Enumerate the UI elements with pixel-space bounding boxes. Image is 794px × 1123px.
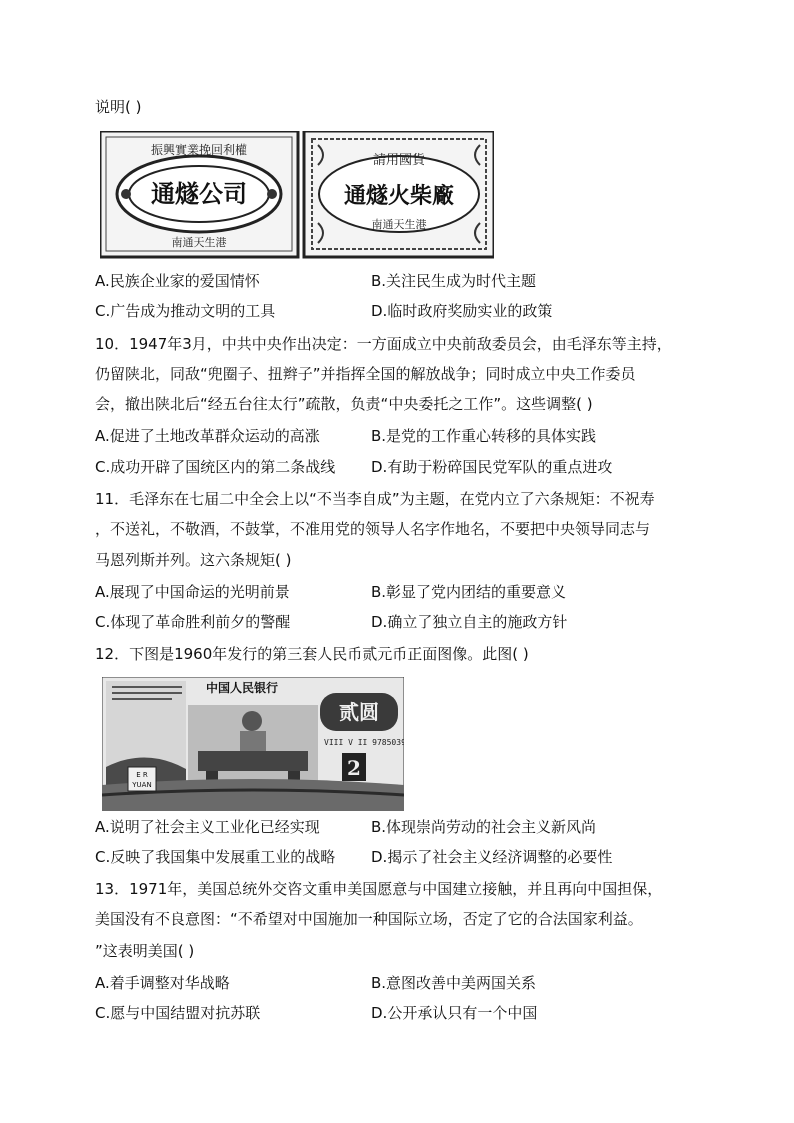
right-label-center-text: 通燧火柴廠 xyxy=(343,183,455,209)
q12-stem-line-1: 12．下图是1960年发行的第三套人民币贰元币正面图像。此图( ) xyxy=(95,645,529,663)
q13-stem-line-3: ”这表明美国( ) xyxy=(95,942,195,960)
q12-option-a[interactable]: A.说明了社会主义工业化已经实现 xyxy=(95,818,320,836)
q11-stem-line-3: 马恩列斯并列。这六条规矩( ) xyxy=(95,551,292,569)
banknote-bank-name: 中国人民银行 xyxy=(206,681,279,695)
matchbox-label-right xyxy=(304,131,494,257)
q13-stem-line-1: 13．1971年，美国总统外交咨文重申美国愿意与中国建立接触，并且再向中国担保， xyxy=(95,880,663,898)
q12-option-d[interactable]: D.揭示了社会主义经济调整的必要性 xyxy=(371,848,613,866)
q9-stem-tail: 说明( ) xyxy=(95,98,142,116)
q12-option-c[interactable]: C.反映了我国集中发展重工业的战略 xyxy=(95,848,336,866)
q13-option-c[interactable]: C.愿与中国结盟对抗苏联 xyxy=(95,1004,261,1022)
matchbox-labels-image xyxy=(100,131,494,259)
right-label-top-text: 請用國貨 xyxy=(372,153,426,168)
q11-stem-line-1: 11．毛泽东在七届二中全会上以“不当李自成”为主题，在党内立了六条规矩：不祝寿 xyxy=(95,490,655,508)
q10-option-b[interactable]: B.是党的工作重心转移的具体实践 xyxy=(371,427,597,445)
q10-stem-line-1: 10．1947年3月，中共中央作出决定：一方面成立中央前敌委员会，由毛泽东等主持， xyxy=(95,335,672,353)
banknote-denomination: 贰圆 xyxy=(339,700,379,724)
q9-option-d[interactable]: D.临时政府奖励实业的政策 xyxy=(371,302,553,320)
q11-option-c[interactable]: C.体现了革命胜利前夕的警醒 xyxy=(95,613,291,631)
q9-figure xyxy=(100,131,494,263)
q9-option-b[interactable]: B.关注民生成为时代主题 xyxy=(371,272,537,290)
q9-option-c[interactable]: C.广告成为推动文明的工具 xyxy=(95,302,276,320)
q10-option-c[interactable]: C.成功开辟了国统区内的第二条战线 xyxy=(95,458,336,476)
q10-option-d[interactable]: D.有助于粉碎国民党军队的重点进攻 xyxy=(371,458,613,476)
q11-option-d[interactable]: D.确立了独立自主的施政方针 xyxy=(371,613,568,631)
banknote-corner-text-2: YUAN xyxy=(132,781,152,789)
matchbox-label-left xyxy=(100,131,298,257)
q10-option-a[interactable]: A.促进了土地改革群众运动的高涨 xyxy=(95,427,320,445)
q11-option-a[interactable]: A.展现了中国命运的光明前景 xyxy=(95,583,290,601)
q12-option-b[interactable]: B.体现崇尚劳动的社会主义新风尚 xyxy=(371,818,597,836)
q11-stem-line-2: ，不送礼，不敬酒，不鼓掌，不准用党的领导人名字作地名，不要把中央领导同志与 xyxy=(95,520,651,538)
banknote-corner-text-1: E R xyxy=(136,771,148,779)
q13-option-d[interactable]: D.公开承认只有一个中国 xyxy=(371,1004,538,1022)
q12-figure xyxy=(102,677,404,815)
banknote-serial: VIII V II 9785039 xyxy=(324,738,404,747)
q9-option-a[interactable]: A.民族企业家的爱国情怀 xyxy=(95,272,260,290)
q10-stem-line-3: 会，撤出陕北后“经五台往太行”疏散，负责“中央委托之工作”。这些调整( ) xyxy=(95,395,593,413)
left-label-center-text: 通燧公司 xyxy=(151,179,247,208)
q13-option-a[interactable]: A.着手调整对华战略 xyxy=(95,974,230,992)
q11-option-b[interactable]: B.彰显了党内团结的重要意义 xyxy=(371,583,567,601)
q13-stem-line-2: 美国没有不良意图：“不希望对中国施加一种国际立场，否定了它的合法国家利益。 xyxy=(95,910,643,928)
left-label-top-text: 振興實業挽回利權 xyxy=(150,143,248,157)
banknote-image xyxy=(102,677,404,811)
left-label-bottom-text: 南通天生港 xyxy=(171,236,227,249)
q10-stem-line-2: 仍留陕北，同敌“兜圈子、扭辫子”并指挥全国的解放战争；同时成立中央工作委员 xyxy=(95,365,636,383)
banknote-numeral: 2 xyxy=(347,756,361,780)
right-label-bottom-text: 南通天生港 xyxy=(371,218,427,231)
q13-option-b[interactable]: B.意图改善中美两国关系 xyxy=(371,974,537,992)
